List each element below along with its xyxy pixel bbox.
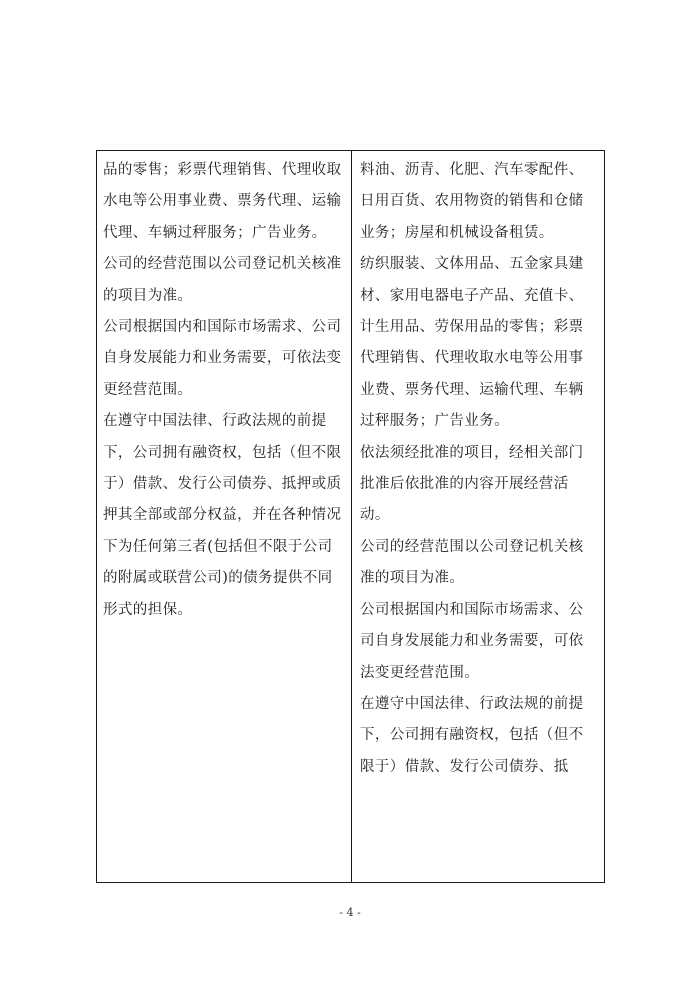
comparison-table [96, 150, 605, 883]
right-paragraph-3: 依法须经批准的项目，经相关部门批准后依批准的内容开展经营活动。 [360, 444, 584, 524]
table-cell-original-text [97, 151, 352, 882]
right-paragraph-5: 公司根据国内和国际市场需求、公司自身发展能力和业务需要，可依法变更经营范围。 [360, 601, 584, 681]
left-paragraph-1: 品的零售；彩票代理销售、代理收取水电等公用事业费、票务代理、运输代理、车辆过秤服务；广告业务。 [103, 162, 342, 241]
right-paragraph-2: 纺织服装、文体用品、五金家具建材、家用电器电子产品、充值卡、计生用品、劳保用品的零售；彩票代理销售、代理收取水电等公用事业费、票务代理、运输代理、车辆过秤服务；广告业务。 [360, 256, 584, 430]
left-paragraph-4: 在遵守中国法律、行政法规的前提下，公司拥有融资权，包括（但不限于）借款、发行公司债券、抵押或质押其全部或部分权益，并在各种情况下为任何第三者(包括但不限于公司的附属或联营公司)的债务提供不同形式的担保。 [103, 413, 342, 618]
right-paragraph-1: 料油、沥青、化肥、汽车零配件、日用百货、农用物资的销售和仓储业务；房屋和机械设备租赁。 [360, 162, 584, 241]
right-paragraph-6: 在遵守中国法律、行政法规的前提下，公司拥有融资权，包括（但不限于）借款、发行公司债券、抵 [360, 695, 584, 775]
table-cell-revised-text [352, 151, 604, 882]
left-paragraph-2: 公司的经营范围以公司登记机关核准的项目为准。 [103, 256, 342, 304]
right-paragraph-4: 公司的经营范围以公司登记机关核准的项目为准。 [360, 538, 584, 587]
left-paragraph-3: 公司根据国内和国际市场需求、公司自身发展能力和业务需要，可依法变更经营范围。 [103, 319, 342, 398]
page-number: - 4 - [339, 906, 361, 919]
